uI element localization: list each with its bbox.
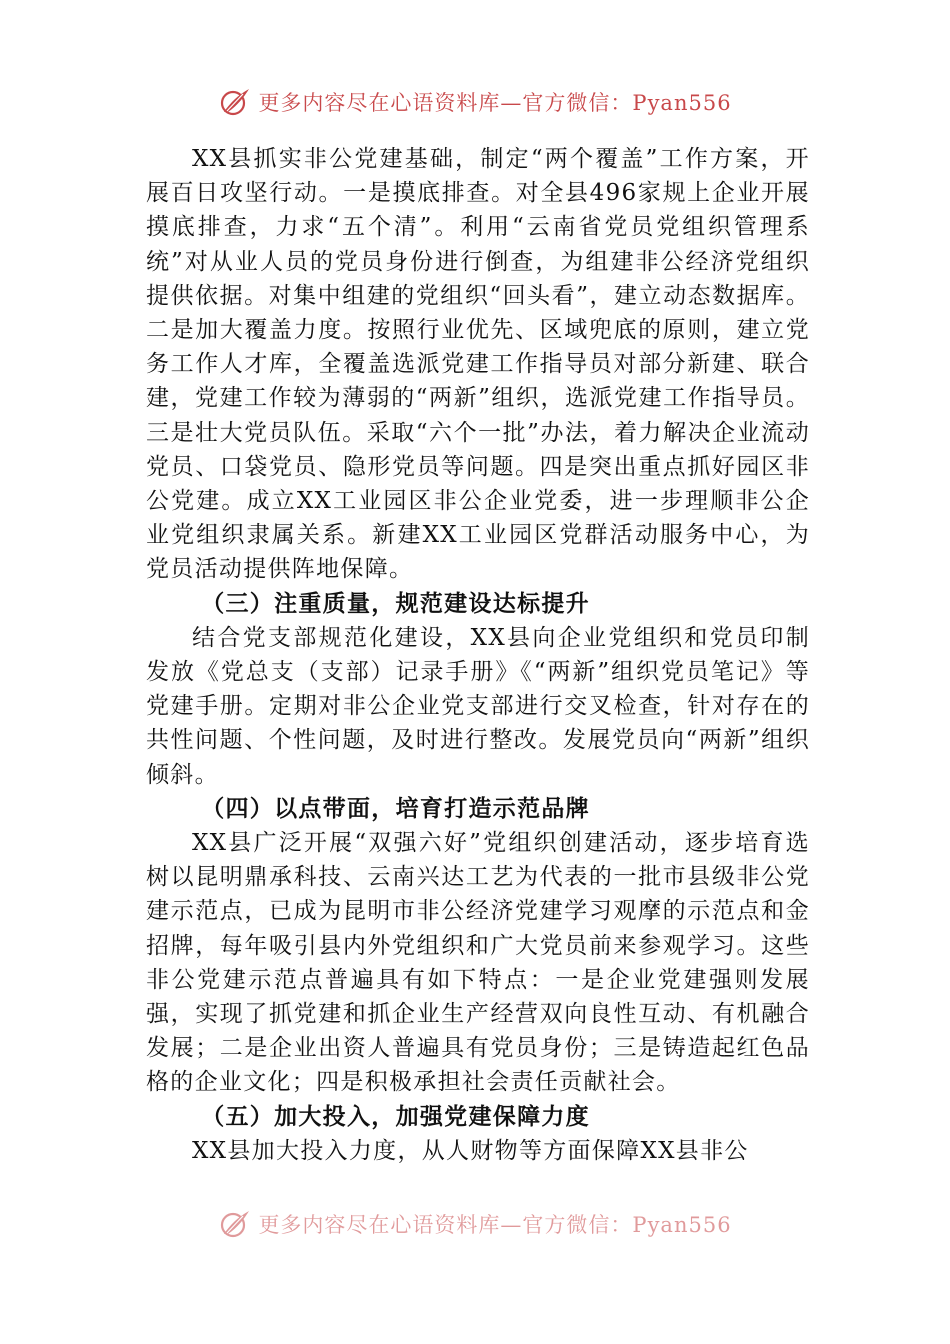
paragraph-party-building-foundation: XX县抓实非公党建基础，制定“两个覆盖”工作方案，开展百日攻坚行动。一是摸底排查。对全县496家规上企业开展摸底排查，力求“五个清”。利用“云南省党员党组织管理系统”对从业人员的党员身份进行倒查，为组建非公经济党组织提供依据。对集中组建的党组织“回头看”，建立动态数据库。二是加大覆盖力度。按照行业优先、区域兜底的原则，建立党务工作人才库，全覆盖选派党建工作指导员对部分新建、联合建，党建工作较为薄弱的“两新”组织，选派党建工作指导员。三是壮大党员队伍。采取“六个一批”办法，着力解决企业流动党员、口袋党员、隐形党员等问题。四是突出重点抓好园区非公党建。成立XX工业园区非公企业党委，进一步理顺非公企业党组织隶属关系。新建XX工业园区党群活动服务中心，为党员活动提供阵地保障。 <box>146 146 810 583</box>
watermark-text: 更多内容尽在心语资料库—官方微信：Pyan556 <box>258 1213 732 1237</box>
feather-logo-icon <box>218 1207 252 1241</box>
watermark-header <box>0 84 950 120</box>
paragraph-quality-standards: 结合党支部规范化建设，XX县向企业党组织和党员印制发放《党总支（支部）记录手册》《“两新”组织党员笔记》等党建手册。定期对非公企业党支部进行交叉检查，针对存在的共性问题、个性问题，及时进行整改。发展党员向“两新”组织倾斜。 <box>146 624 810 788</box>
paragraph-investment: XX县加大投入力度，从人财物等方面保障XX县非公 <box>192 1137 749 1164</box>
feather-logo-icon <box>218 85 252 119</box>
section-heading-5: （五）加大投入，加强党建保障力度 <box>201 1102 590 1130</box>
watermark-footer <box>0 1206 950 1242</box>
document-body <box>146 142 810 1168</box>
section-heading-4: （四）以点带面，培育打造示范品牌 <box>201 794 590 822</box>
section-heading-3: （三）注重质量，规范建设达标提升 <box>201 589 590 617</box>
paragraph-demonstration-brand: XX县广泛开展“双强六好”党组织创建活动，逐步培育选树以昆明鼎承科技、云南兴达工艺为代表的一批市县级非公党建示范点，已成为昆明市非公经济党建学习观摩的示范点和金招牌，每年吸引县内外党组织和广大党员前来参观学习。这些非公党建示范点普遍具有如下特点：一是企业党建强则发展强，实现了抓党建和抓企业生产经营双向良性互动、有机融合发展；二是企业出资人普遍具有党员身份；三是铸造起红色品格的企业文化；四是积极承担社会责任贡献社会。 <box>146 830 810 1096</box>
watermark-text: 更多内容尽在心语资料库—官方微信：Pyan556 <box>258 91 732 115</box>
